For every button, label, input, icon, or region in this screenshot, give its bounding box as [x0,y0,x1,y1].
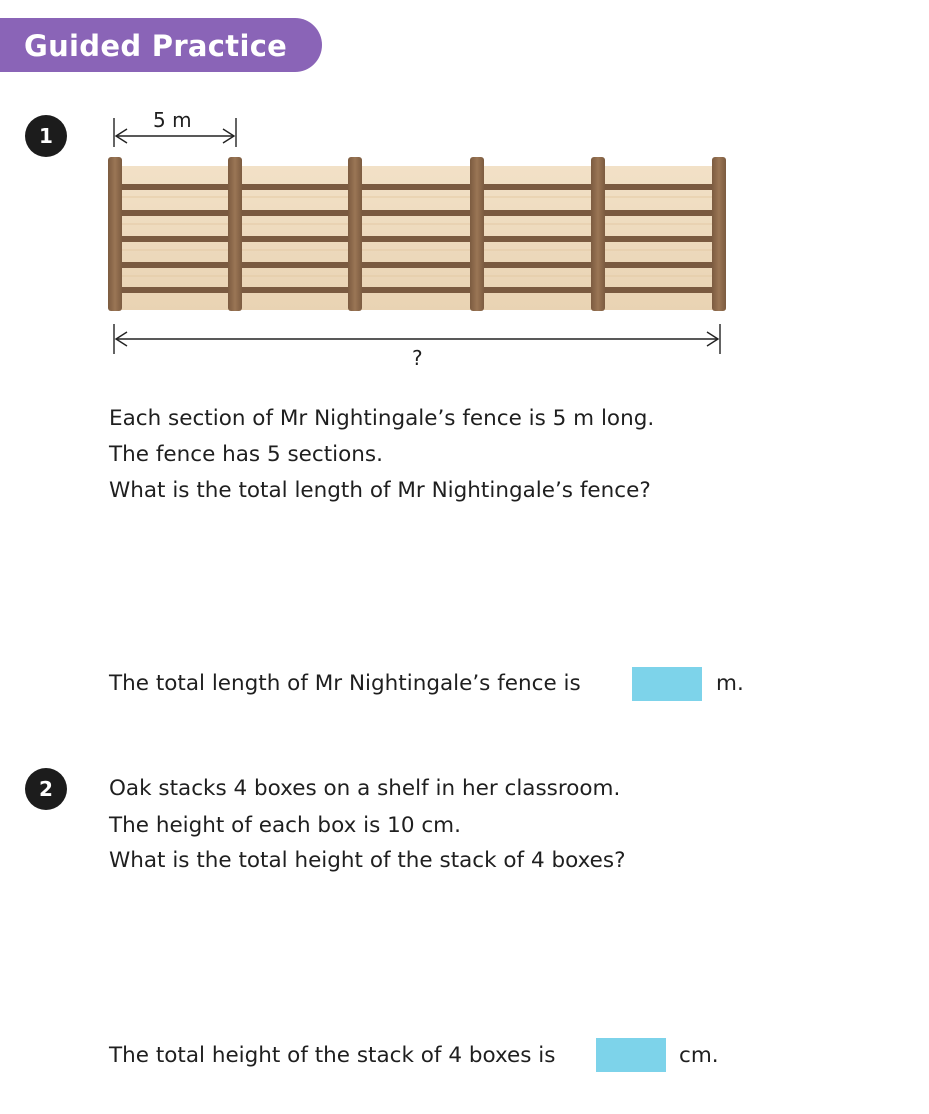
question-1-line-1: Each section of Mr Nightingale’s fence is 5 m long. [109,406,655,431]
question-1-answer-box[interactable] [632,667,702,701]
question-1-badge: 1 [25,115,67,157]
question-1-answer-unit: m. [716,671,744,696]
question-2-answer-box[interactable] [596,1038,666,1072]
total-length-label: ? [412,346,423,370]
question-2-line-2: The height of each box is 10 cm. [109,813,461,838]
question-1-line-2: The fence has 5 sections. [109,442,383,467]
fence-diagram [0,0,929,400]
question-2-answer-prefix: The total height of the stack of 4 boxes is [109,1043,556,1068]
question-2-badge: 2 [25,768,67,810]
question-2-line-3: What is the total height of the stack of 4 boxes? [109,848,626,873]
section-length-label: 5 m [153,108,192,132]
question-1-line-3: What is the total length of Mr Nightingale’s fence? [109,478,651,503]
question-2-line-1: Oak stacks 4 boxes on a shelf in her classroom. [109,776,621,801]
section-title: Guided Practice [24,29,288,63]
question-1-answer-prefix: The total length of Mr Nightingale’s fence is [109,671,581,696]
fence [108,157,726,311]
question-2-answer-unit: cm. [679,1043,719,1068]
